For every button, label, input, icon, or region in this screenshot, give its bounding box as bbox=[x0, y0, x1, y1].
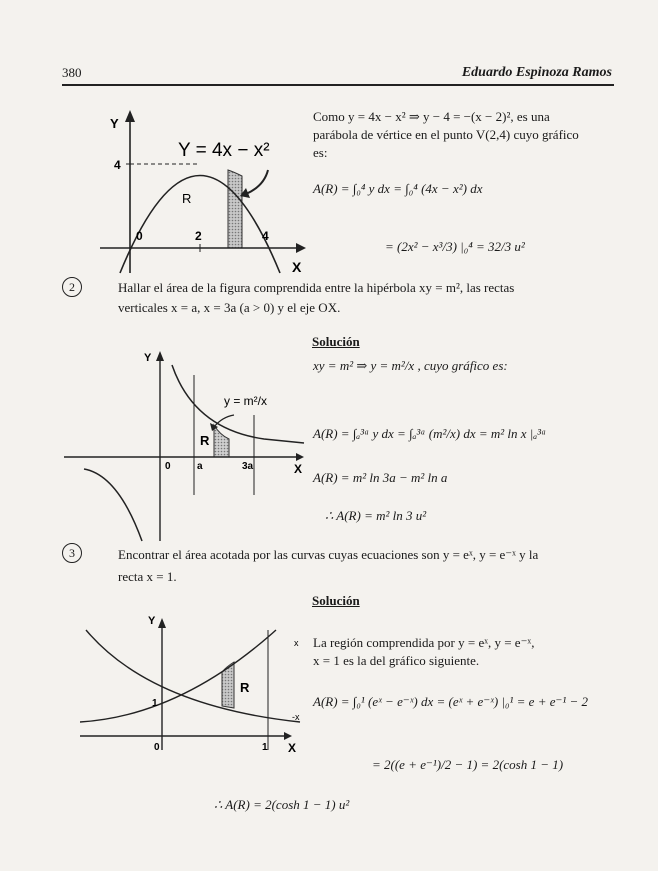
exp-shaded-strip bbox=[222, 662, 234, 708]
p1-tick-y4: 4 bbox=[114, 158, 121, 172]
p3-tick-1y: 1 bbox=[152, 698, 158, 709]
p1-tick-4: 4 bbox=[262, 229, 269, 243]
p3-text-line1: La región comprendida por y = eˣ, y = e⁻ˣ, bbox=[313, 635, 535, 650]
p3-x-label: X bbox=[288, 741, 297, 755]
p3-statement-line2: recta x = 1. bbox=[118, 569, 177, 584]
p3-label-minus-x: -x bbox=[292, 712, 300, 722]
p3-y-label: Y bbox=[148, 615, 156, 627]
page-number: 380 bbox=[62, 65, 82, 80]
p1-curve-label: Y = 4x − x² bbox=[178, 140, 270, 161]
p2-y-label: Y bbox=[144, 352, 152, 364]
p2-tick-a: a bbox=[197, 461, 203, 472]
p2-equation-1: xy = m² ⇒ y = m²/x , cuyo gráfico es: bbox=[313, 358, 508, 373]
author-name: Eduardo Espinoza Ramos bbox=[461, 65, 612, 80]
p2-equation-4: ∴ A(R) = m² ln 3 u² bbox=[325, 508, 427, 523]
p2-equation-3: A(R) = m² ln 3a − m² ln a bbox=[313, 470, 448, 485]
p1-y-arrow bbox=[125, 110, 135, 122]
p2-number-circle: 2 bbox=[62, 277, 82, 297]
p1-tick-0: 0 bbox=[136, 229, 143, 243]
p3-label-x: x bbox=[294, 638, 299, 648]
parabola-graph bbox=[96, 108, 312, 278]
p3-region-label: R bbox=[240, 680, 250, 695]
p1-text-line1: Como y = 4x − x² ⇒ y − 4 = −(x − 2)², es una bbox=[313, 109, 550, 124]
p2-tick-3a: 3a bbox=[242, 461, 254, 472]
parabola-curve bbox=[120, 176, 280, 274]
p3-equation-1: A(R) = ∫₀¹ (eˣ − e⁻ˣ) dx = (eˣ + e⁻ˣ) |₀¹ = e + e⁻¹ − 2 bbox=[313, 694, 589, 709]
p3-text-line2: x = 1 es la del gráfico siguiente. bbox=[313, 653, 480, 668]
p2-curve-label: y = m²/x bbox=[224, 394, 268, 408]
p2-statement-line1: Hallar el área de la figura comprendida entre la hipérbola xy = m², las rectas bbox=[118, 280, 515, 295]
p1-pointer-arrow bbox=[246, 170, 268, 194]
p1-y-label: Y bbox=[110, 116, 119, 131]
p3-tick-1x: 1 bbox=[262, 742, 268, 753]
p2-region-label: R bbox=[200, 433, 210, 448]
p3-statement-line1: Encontrar el área acotada por las curvas cuyas ecuaciones son y = eˣ, y = e⁻ˣ y la bbox=[118, 547, 539, 562]
p1-x-arrow bbox=[296, 243, 306, 253]
p3-tick-0: 0 bbox=[154, 742, 160, 753]
p2-pointer-arrow bbox=[214, 415, 234, 427]
p3-number-circle: 3 bbox=[62, 543, 82, 563]
parabola-shaded-strip bbox=[228, 170, 242, 248]
p1-equation-1: A(R) = ∫₀⁴ y dx = ∫₀⁴ (4x − x²) dx bbox=[313, 181, 483, 196]
p3-equation-3: ∴ A(R) = 2(cosh 1 − 1) u² bbox=[214, 797, 350, 812]
p1-tick-2: 2 bbox=[195, 229, 202, 243]
hyperbola-branch-negative bbox=[84, 469, 142, 541]
p2-equation-2: A(R) = ∫ₐ³ᵃ y dx = ∫ₐ³ᵃ (m²/x) dx = m² ln x |ₐ³ᵃ bbox=[313, 426, 547, 441]
p2-tick-0: 0 bbox=[165, 461, 171, 472]
p1-equation-2: = (2x² − x³/3) |₀⁴ = 32/3 u² bbox=[385, 239, 525, 254]
p2-statement-line2: verticales x = a, x = 3a (a > 0) y el eje OX. bbox=[118, 300, 341, 315]
p3-equation-2: = 2((e + e⁻¹)/2 − 1) = 2(cosh 1 − 1) bbox=[372, 757, 564, 772]
p2-x-label: X bbox=[294, 462, 303, 476]
p1-text-line3: es: bbox=[313, 145, 328, 160]
p2-solution-title: Solución bbox=[312, 334, 360, 349]
exponential-graph bbox=[80, 610, 310, 760]
exp-curve-ex bbox=[80, 630, 276, 722]
p1-x-label: X bbox=[292, 259, 302, 275]
hyperbola-shaded-region bbox=[214, 425, 229, 457]
header-rule bbox=[62, 84, 614, 86]
p1-text-line2: parábola de vértice en el punto V(2,4) cuyo gráfico bbox=[313, 127, 579, 142]
hyperbola-graph bbox=[64, 345, 314, 545]
p1-region-label: R bbox=[182, 191, 192, 206]
p3-solution-title: Solución bbox=[312, 593, 360, 608]
